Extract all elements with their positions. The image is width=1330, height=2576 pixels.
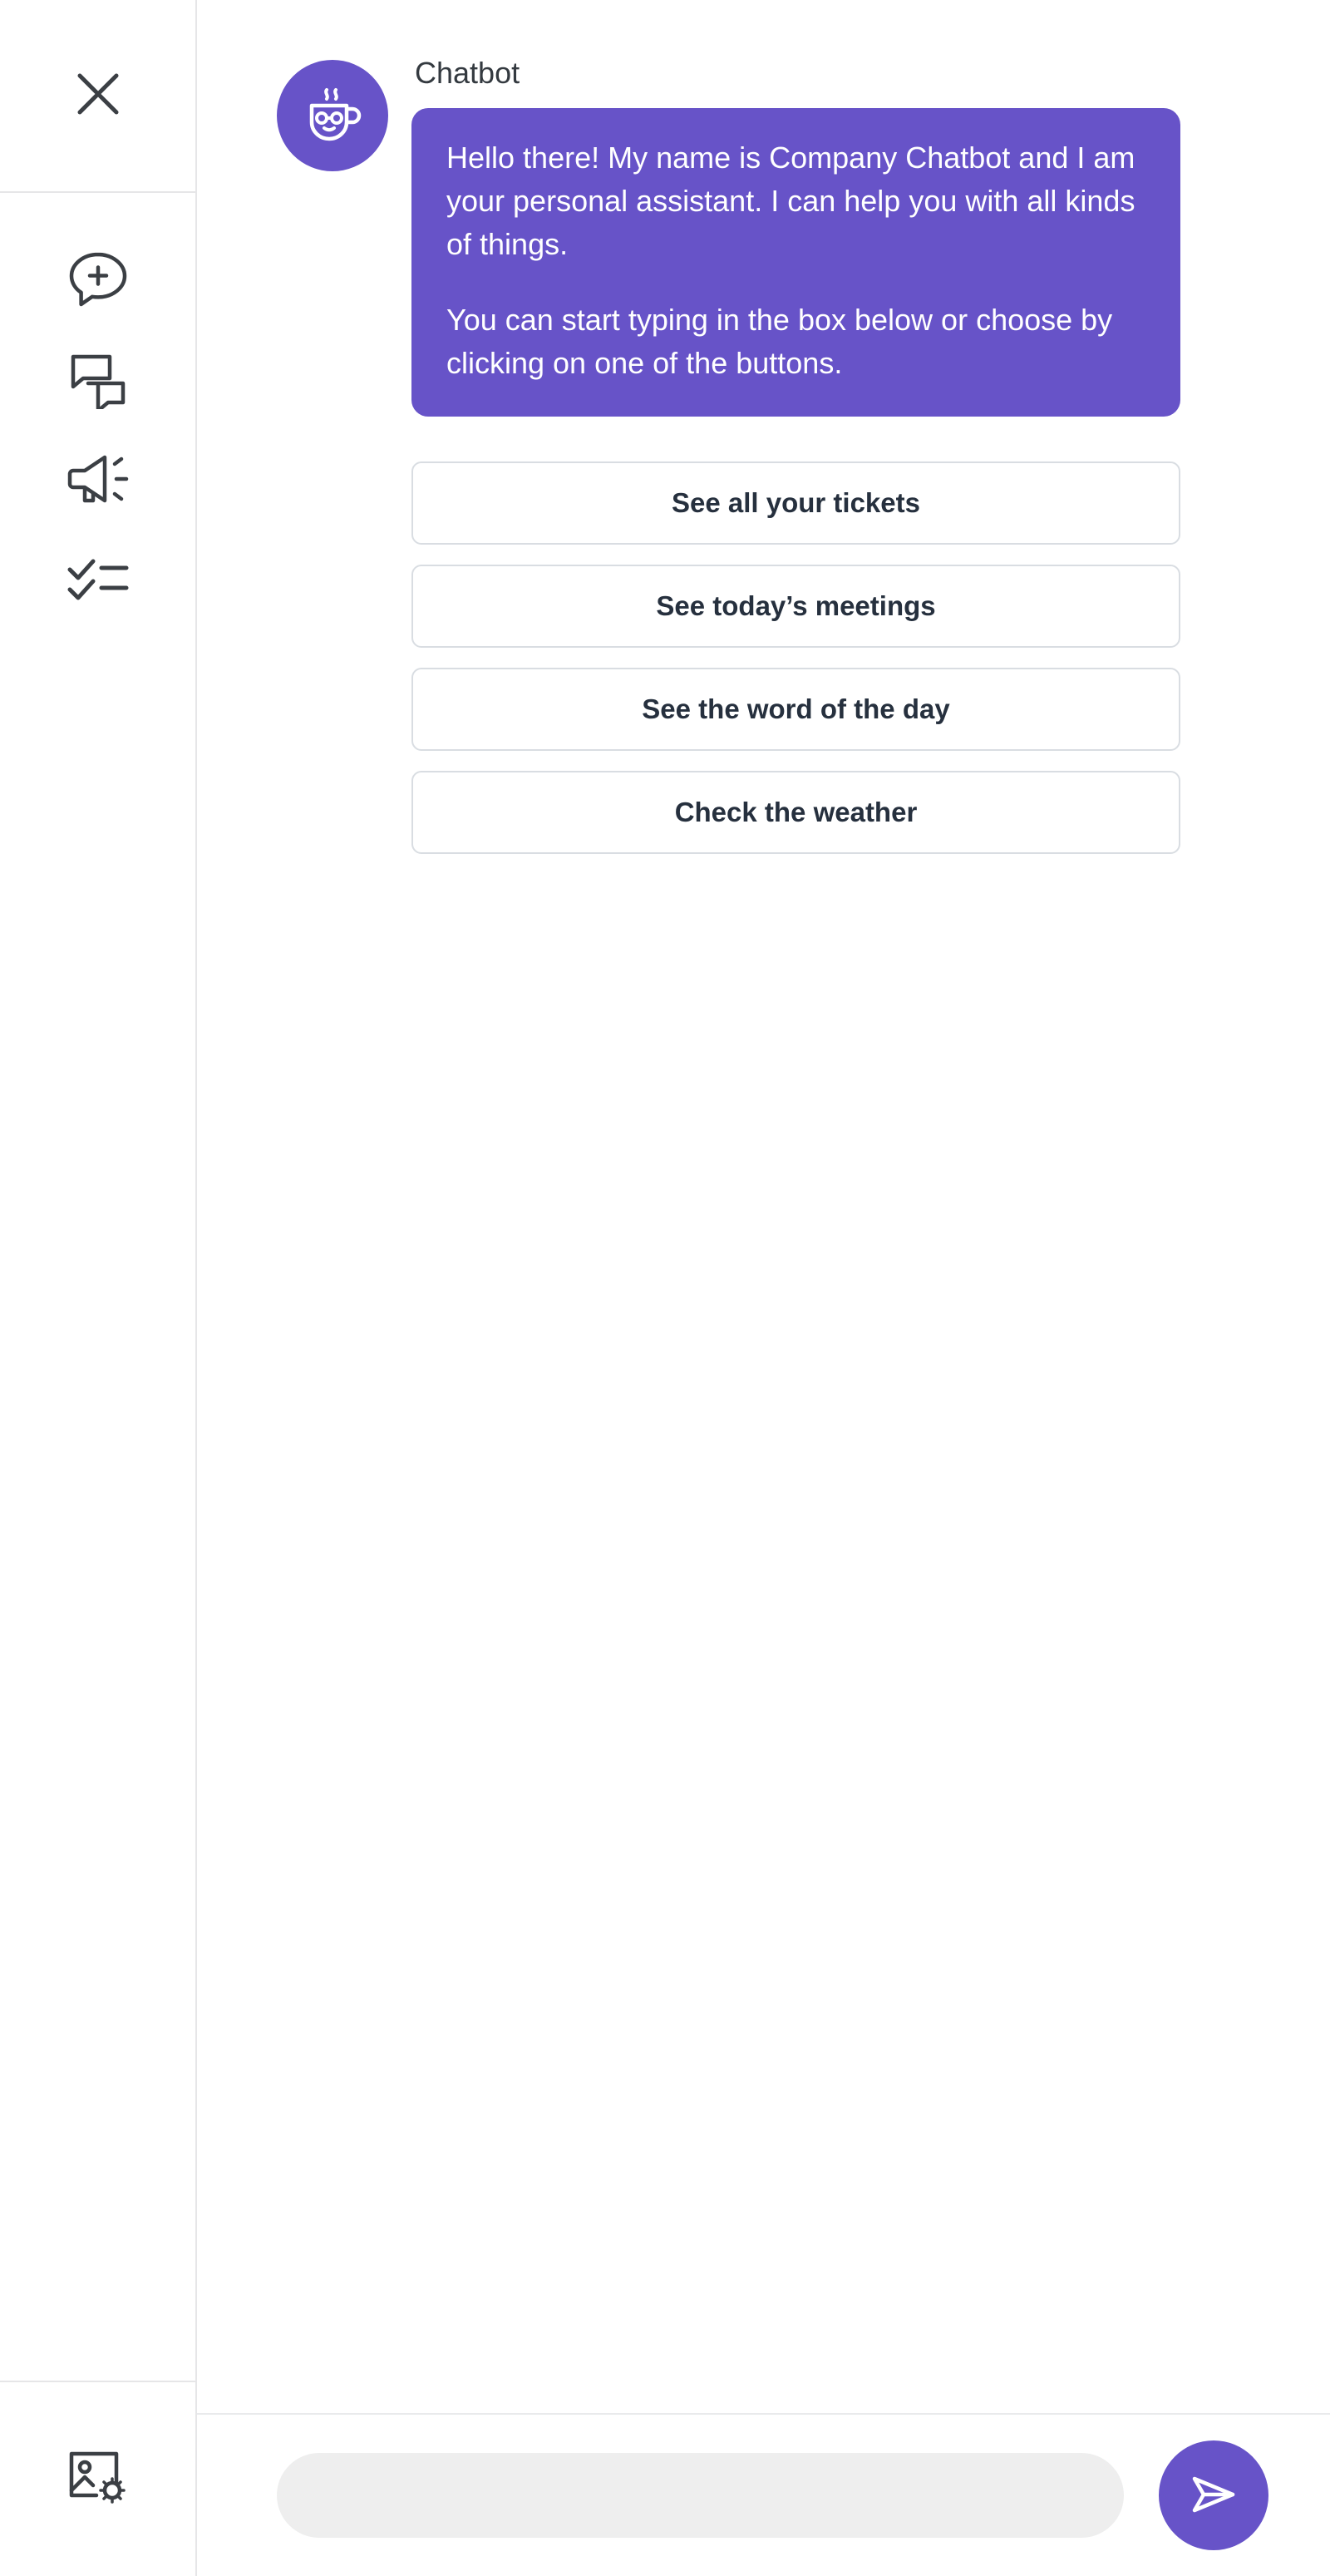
message-column bbox=[411, 47, 1180, 854]
chats-icon bbox=[66, 349, 130, 413]
chat-panel bbox=[197, 0, 1330, 2576]
quick-reply-see-todays-meetings[interactable]: See today’s meetings bbox=[411, 565, 1180, 648]
message-bubble bbox=[411, 108, 1180, 417]
image-settings-icon bbox=[65, 2447, 131, 2511]
message-paragraph: You can start typing in the box below or choose by clicking on one of the buttons. bbox=[446, 303, 1113, 381]
close-button[interactable] bbox=[0, 0, 195, 193]
close-icon bbox=[71, 67, 125, 125]
quick-reply-list bbox=[411, 461, 1180, 854]
quick-reply-check-the-weather[interactable]: Check the weather bbox=[411, 771, 1180, 854]
new-chat-icon bbox=[66, 248, 130, 315]
avatar bbox=[277, 60, 388, 171]
send-button[interactable] bbox=[1159, 2440, 1268, 2550]
sidebar-item-settings[interactable] bbox=[0, 2381, 195, 2576]
sidebar-item-news[interactable] bbox=[0, 431, 196, 530]
checklist-icon bbox=[65, 553, 131, 609]
quick-reply-see-all-your-tickets[interactable]: See all your tickets bbox=[411, 461, 1180, 545]
message-list bbox=[197, 0, 1330, 2413]
send-icon bbox=[1188, 2470, 1239, 2521]
sidebar-items bbox=[0, 193, 195, 2381]
bot-message bbox=[277, 47, 1270, 854]
sidebar-item-conversations[interactable] bbox=[0, 331, 196, 431]
composer bbox=[197, 2413, 1330, 2576]
bot-name: Chatbot bbox=[415, 56, 520, 90]
message-input[interactable] bbox=[277, 2453, 1124, 2538]
quick-reply-see-the-word-of-the-day[interactable]: See the word of the day bbox=[411, 668, 1180, 751]
sidebar-item-new-conversation[interactable] bbox=[0, 231, 196, 331]
sidebar-item-tasks[interactable] bbox=[0, 530, 196, 630]
message-paragraph: Hello there! My name is Company Chatbot and I am your personal assistant. I can help you with all kinds of things. bbox=[446, 141, 1135, 261]
sidebar-rail bbox=[0, 0, 197, 2576]
megaphone-icon bbox=[65, 449, 131, 513]
coffee-cup-avatar bbox=[298, 81, 367, 151]
